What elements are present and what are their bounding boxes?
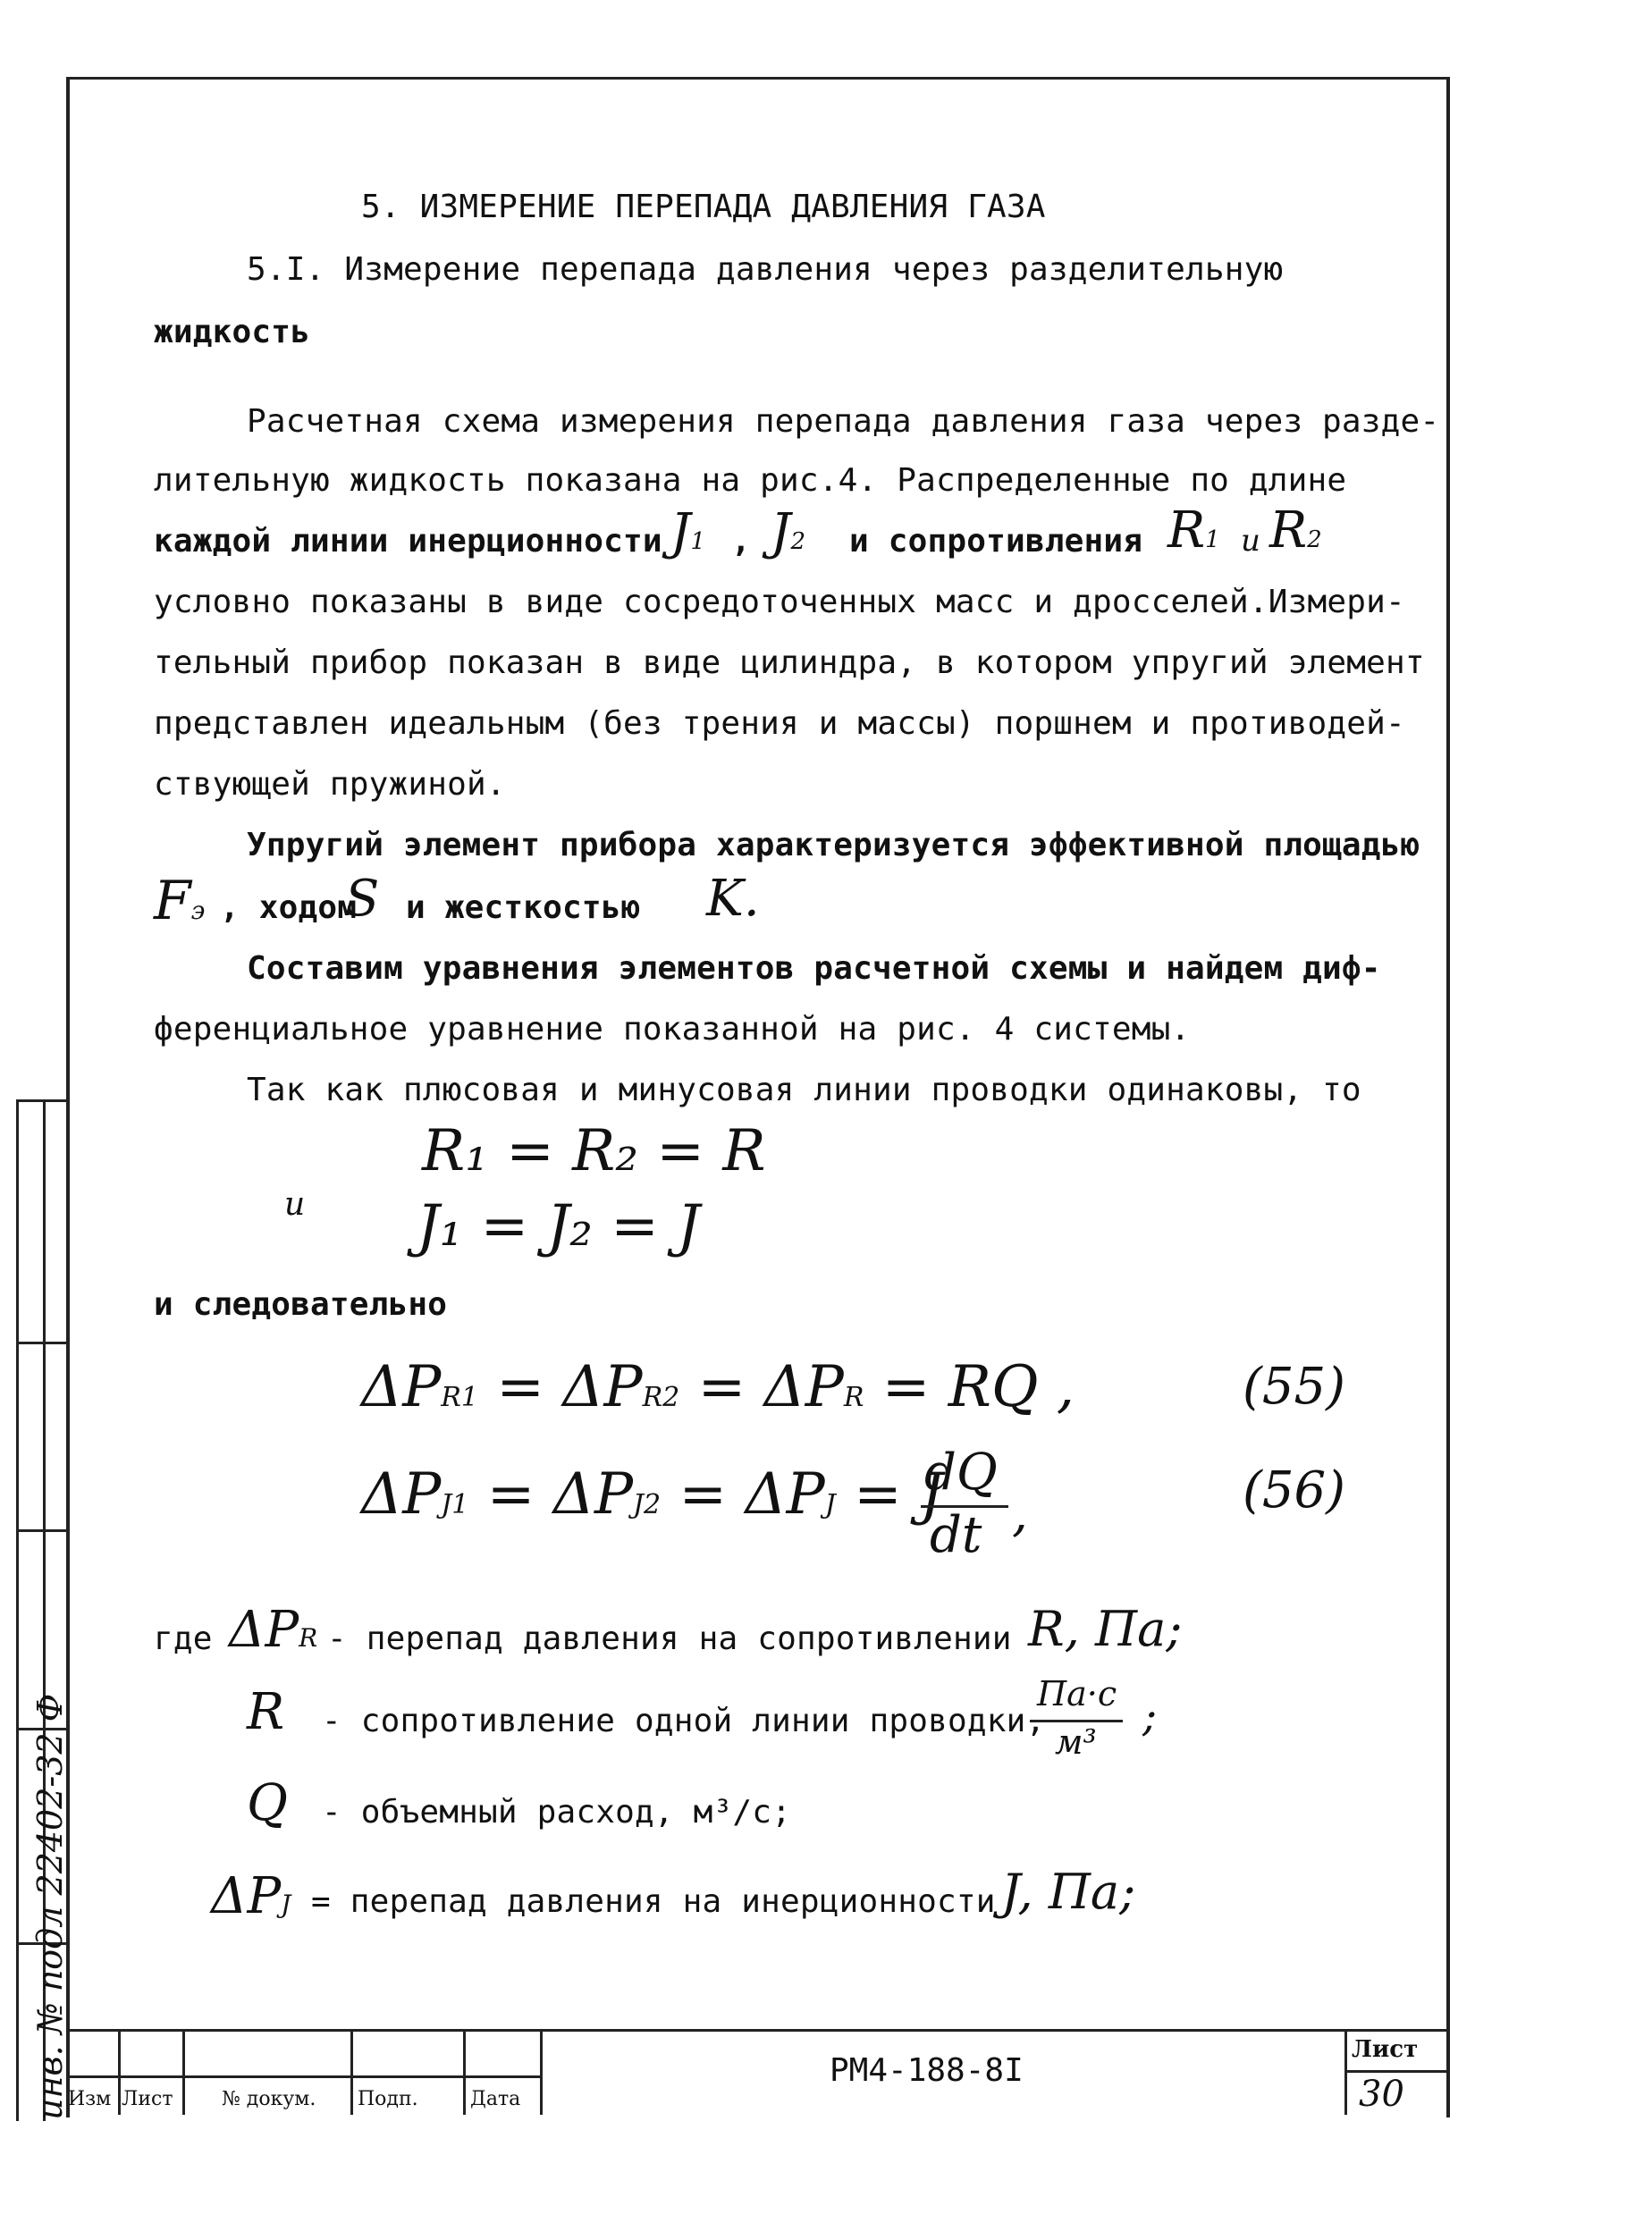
para1-line7: ствующей пружиной. (154, 766, 506, 803)
where-line4-text: = перепад давления на инерционности (311, 1883, 996, 1920)
para1-line1: Расчетная схема измерения перепада давления газа через разде- (247, 403, 1440, 440)
equation-55: ΔPR1 = ΔPR2 = ΔPR = RQ , (361, 1354, 1075, 1420)
symbol-S: S (345, 870, 380, 928)
para3-line1: Составим уравнения элементов расчетной схемы и найдем диф- (247, 950, 1381, 987)
title-col-izm: Изм (68, 2088, 112, 2110)
where-deltaP-R: ΔPR (229, 1601, 318, 1659)
where-word: где (154, 1621, 213, 1657)
para2-stiffness: и жесткостью (406, 889, 641, 926)
unit-numerator: Па·с (1037, 1674, 1117, 1713)
where-line2-text: - сопротивление одной линии проводки, (322, 1703, 1046, 1739)
where-line1-unit: R, Па; (1028, 1601, 1183, 1657)
where-Q-symbol: Q (247, 1774, 288, 1832)
equation-55-number: (55) (1243, 1358, 1345, 1416)
subsection-title-line2: жидкость (154, 314, 310, 350)
section-heading: 5. ИЗМЕРЕНИЕ ПЕРЕПАДА ДАВЛЕНИЯ ГАЗА (361, 189, 1046, 225)
symbol-J2: J2 (771, 503, 805, 561)
sheet-label: Лист (1352, 2036, 1419, 2063)
para1-line6: представлен идеальным (без трения и массы) поршнем и противодей- (154, 705, 1405, 742)
title-col-doc: № докум. (222, 2088, 316, 2110)
para2-hod: , ходом (220, 889, 358, 926)
consequently-text: и следовательно (154, 1286, 448, 1323)
para1-line5: тельный прибор показан в виде цилиндра, в котором упругий элемент (154, 644, 1425, 681)
symbol-R1: R1 (1167, 501, 1220, 560)
title-col-data: Дата (470, 2088, 521, 2110)
para4-line1: Так как плюсовая и минусовая линии проводки одинаковы, то (247, 1072, 1361, 1108)
margin-stamp-text: инв. № подл 22402-32 Ф (30, 1693, 70, 2120)
fraction-denominator: dt (930, 1506, 982, 1564)
para2-line1: Упругий элемент прибора характеризуется эффективной площадью (247, 827, 1420, 863)
para1-line4: условно показаны в виде сосредоточенных масс и дросселей.Измери- (154, 584, 1405, 620)
equation-56-number: (56) (1243, 1461, 1345, 1519)
equation-J-equal: J₁ = J₂ = J (417, 1193, 700, 1259)
symbol-F: Fэ (154, 870, 206, 932)
where-line1-text: - перепад давления на сопротивлении (327, 1621, 1012, 1657)
subsection-title-line1: 5.I. Измерение перепада давления через разделительную (247, 251, 1284, 288)
symbol-K: K. (706, 870, 760, 928)
symbol-J1: J1 (670, 503, 705, 561)
and-word: и (1241, 523, 1260, 559)
para1-line3-text2: и сопротивления (849, 523, 1143, 560)
where-line2-semicolon: ; (1142, 1691, 1158, 1741)
para3-line2: ференциальное уравнение показанной на рис. 4 системы. (154, 1011, 1191, 1048)
equation-56: ΔPJ1 = ΔPJ2 = ΔPJ = J (361, 1461, 943, 1528)
para1-line2: лительную жидкость показана на рис.4. Распределенные по длине (154, 462, 1347, 499)
where-line4-unit: J, Па; (1001, 1864, 1136, 1920)
where-line3-text: - объемный расход, м³/с; (322, 1794, 791, 1831)
equation-R-equal: R₁ = R₂ = R (422, 1118, 766, 1184)
title-col-podp: Подп. (358, 2088, 418, 2110)
where-R-symbol: R (247, 1683, 285, 1741)
equation-56-comma: , (1012, 1485, 1028, 1543)
para1-comma: , (731, 523, 751, 560)
title-col-list: Лист (122, 2088, 173, 2110)
para1-line3-text: каждой линии инерционности (154, 523, 662, 560)
sheet-number: 30 (1359, 2074, 1404, 2115)
unit-denominator: м³ (1055, 1722, 1097, 1762)
eq-and-word: и (284, 1186, 306, 1223)
fraction-numerator: dQ (924, 1444, 998, 1502)
symbol-R2: R2 (1269, 501, 1322, 560)
where-deltaP-J: ΔPJ (211, 1867, 291, 1925)
document-code: РМ4-188-8I (830, 2052, 1024, 2089)
